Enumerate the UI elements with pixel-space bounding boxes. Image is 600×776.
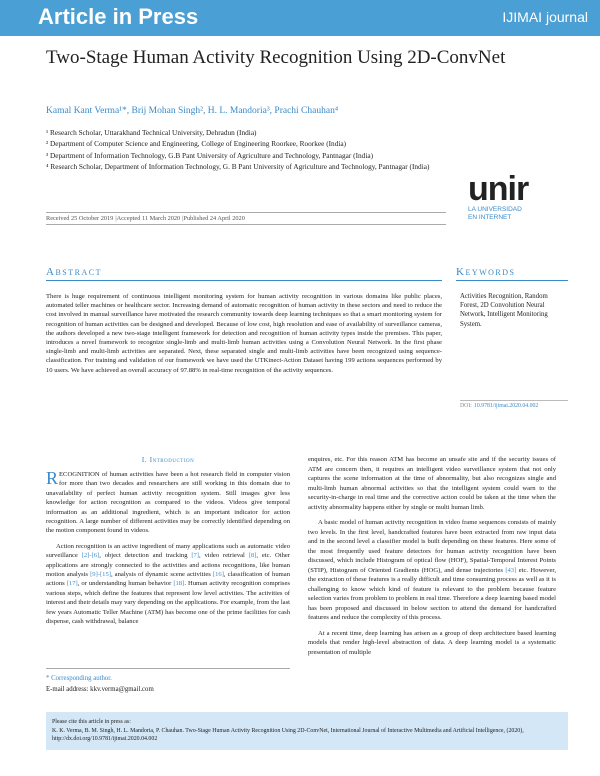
corresponding-author-label: * Corresponding author.: [46, 675, 112, 682]
intro-paragraph-4: [308, 518, 556, 623]
reference-link[interactable]: [18]: [173, 580, 185, 588]
affiliations: [46, 128, 466, 173]
article-in-press-label: Article in Press: [38, 4, 199, 29]
reference-link[interactable]: [8]: [248, 552, 257, 560]
journal-name: IJIMAI journal: [502, 9, 588, 25]
unir-logo-line2: EN INTERNET: [468, 214, 512, 221]
doi-label: DOI:: [460, 403, 472, 409]
body-column-left: [46, 470, 290, 633]
reference-link[interactable]: [43]: [505, 566, 517, 574]
drop-cap: R: [46, 468, 59, 488]
paper-title: Two-Stage Human Activity Recognition Using 2D-ConvNet: [46, 47, 506, 68]
accepted-date: Accepted 11 March 2020: [116, 215, 181, 222]
affiliation-3: ³ Department of Information Technology, G.B Pant University of Agriculture and Technology, Pantnagar (India): [46, 150, 374, 160]
text-run: etc. However, the extraction of these features is a really difficult and time consuming process as well as it is challenging to know which kind of feature is relevant to the problem because feature selection varies from problem to problem in real time. Therefore a deep learning based model has been proposed and discussed in below section to attend the demand for handcrafted features and reduce the complexity of this process.: [308, 566, 556, 621]
citation-box: [46, 712, 568, 750]
reference-link[interactable]: [2]-[6]: [81, 552, 100, 560]
keywords-text: Activities Recognition, Random Forest, 2D Convolution Neural Network, Intelligent Monitoring System.: [460, 293, 548, 328]
affiliation-2: ² Department of Computer Science and Engineering, College of Engineering Roorkee, Roorkee (India): [46, 139, 347, 149]
reference-link[interactable]: [7]: [191, 552, 200, 560]
abstract-text: There is huge requirement of continuous intelligent monitoring system for human activity recognition in various domains like public places, automated teller machines or healthcare sector. Increasing demand of automatic recognition of human activity in these sectors and need to reduce the cost involved in manual surveillance have motivated the research community towards deep learning techniques so that a smart monitoring system for recognition of human activities can be designed and developed. Because of low cost, high resolution and ease of availability of surveillance cameras, the authors developed a new two-stage intelligent framework for detection and recognition of human activity types inside the premises. This paper, introduces a novel framework to recognize single-limb and multi-limb human activities using a Convolution Neural Network. In the first phase single-limb and multi-limb activities are separated. Next, these separated single and multi-limb activities have been recognized using sequence-classification. For training and validation of our framework we have used the UTKinect-Action Dataset having 199 actions sequences performed by 10 users. We have achieved an overall accuracy of 97.88% in real-time recognition of the activity sequences.: [46, 293, 442, 374]
reference-link[interactable]: [16]: [212, 571, 224, 579]
citation-text[interactable]: K. K. Verma, B. M. Singh, H. L. Mandoria, P. Chauhan. Two-Stage Human Activity Recognition Using 2D-ConvNet, International Journal of Interactive Multimedia and Artificial Intelligence, (2020), http://dx.doi.org/10.9781/ijimai.2020.04.002: [52, 727, 524, 742]
text-run: , classification of human actions: [46, 571, 290, 588]
article-in-press-banner: [0, 0, 600, 36]
received-date: Received 25 October 2019: [46, 215, 114, 222]
corresponding-author-email[interactable]: E-mail address: kkv.verma@gmail.com: [46, 686, 154, 693]
text-run: A basic model of human activity recognition in video frame sequences consists of mainly two levels. In the first level, handcrafted features have been extracted from raw input data and in the second level a classifier model is built depending on these features. Here some of the most frequently used feature detectors for human activity recognition have been discussed, which include Histogram of optical flow (HOF), Spatial-Temporal Interest Points (STIP), Histogram of Oriented Gradients (HOG), and dense trajectories: [308, 519, 556, 574]
intro-paragraph-2: [46, 542, 290, 627]
author-list[interactable]: Kamal Kant Verma¹*, Brij Mohan Singh², H. L. Mandoria³, Prachi Chauhan⁴: [46, 106, 339, 116]
unir-logo: [468, 172, 568, 222]
abstract-heading: Abstract: [46, 266, 442, 281]
doi: [460, 400, 568, 409]
published-date: Published 24 April 2020: [183, 215, 245, 222]
text-run: . Human activity recognition comprises various steps, which define the features that represent low level activities. The activities of interest and their details may vary depending on the applications. For example, from the last few years Automatic Teller Machine (ATM) has become one of the prime facilities for cash dispense, cash withdrawal, balance: [46, 580, 290, 626]
reference-link[interactable]: [17]: [66, 580, 78, 588]
affiliation-4: ⁴ Research Scholar, Department of Information Technology, G. B Pant University of Agriculture and Technology, Pantnagar (India): [46, 161, 430, 171]
intro-paragraph-1: [46, 470, 290, 536]
intro-paragraph-5: At a recent time, deep learning has arisen as a group of deep architecture based learning models that render high-level abstraction of data. A deep learning model is a systematic presentation of multiple: [308, 629, 556, 656]
text-run: , etc. Other applications are strongly connected to the activities and actions recognitions, like human motion analysis: [46, 552, 290, 579]
unir-logo-line1: LA UNIVERSIDAD: [468, 206, 522, 213]
publication-dates: Received 25 October 2019 |Accepted 11 March 2020 |Published 24 April 2020: [46, 212, 446, 225]
keywords-heading: Keywords: [456, 266, 568, 281]
text-run: , or understanding human behavior: [77, 580, 174, 588]
text-run: , analysis of dynamic scene activities: [110, 571, 213, 579]
text-run: Action recognition is an active ingredient of many applications such as automatic video surveillance: [46, 542, 290, 560]
corresponding-author: [46, 668, 290, 695]
citation-label: Please cite this article in press as:: [52, 719, 131, 725]
intro-paragraph-1-text: ECOGNITION of human activities have been a hot research field in computer vision for more than two decades and researchers are still working in this domain due to unavailability of perfect human activity recognition system. Still images give less knowledge for action recognition as compared to the videos. Videos give temporal information as an additional ingredient, which is an important indicator for action recognition. A large number of different activities may be correctly identified depending on the motion component found in videos.: [46, 471, 290, 535]
doi-link[interactable]: 10.9781/ijimai.2020.04.002: [473, 403, 539, 409]
intro-paragraph-3: enquires, etc. For this reason ATM has become an unsafe site and if the security issues of ATM are concern then, it requires an intelligent video surveillance system that not only captures the scene information at the time of abnormality, but also recognizes single and multi-limb human abnormal activities so that the intelligent system could warn to the security-in-charge in real time and the corrective action could be taken at the time when the activity abnormality happens either by single or multi human limb.: [308, 456, 556, 511]
text-run: , video retrieval: [199, 552, 249, 560]
body-column-right: [308, 455, 556, 663]
text-run: , object detection and tracking: [99, 552, 192, 560]
unir-logo-mark: unir: [468, 170, 529, 208]
affiliation-1: ¹ Research Scholar, Uttarakhand Technical University, Dehradun (India): [46, 128, 257, 137]
reference-link[interactable]: [9]-[15]: [90, 571, 111, 579]
section-heading-introduction: I. Introduction: [141, 455, 195, 464]
